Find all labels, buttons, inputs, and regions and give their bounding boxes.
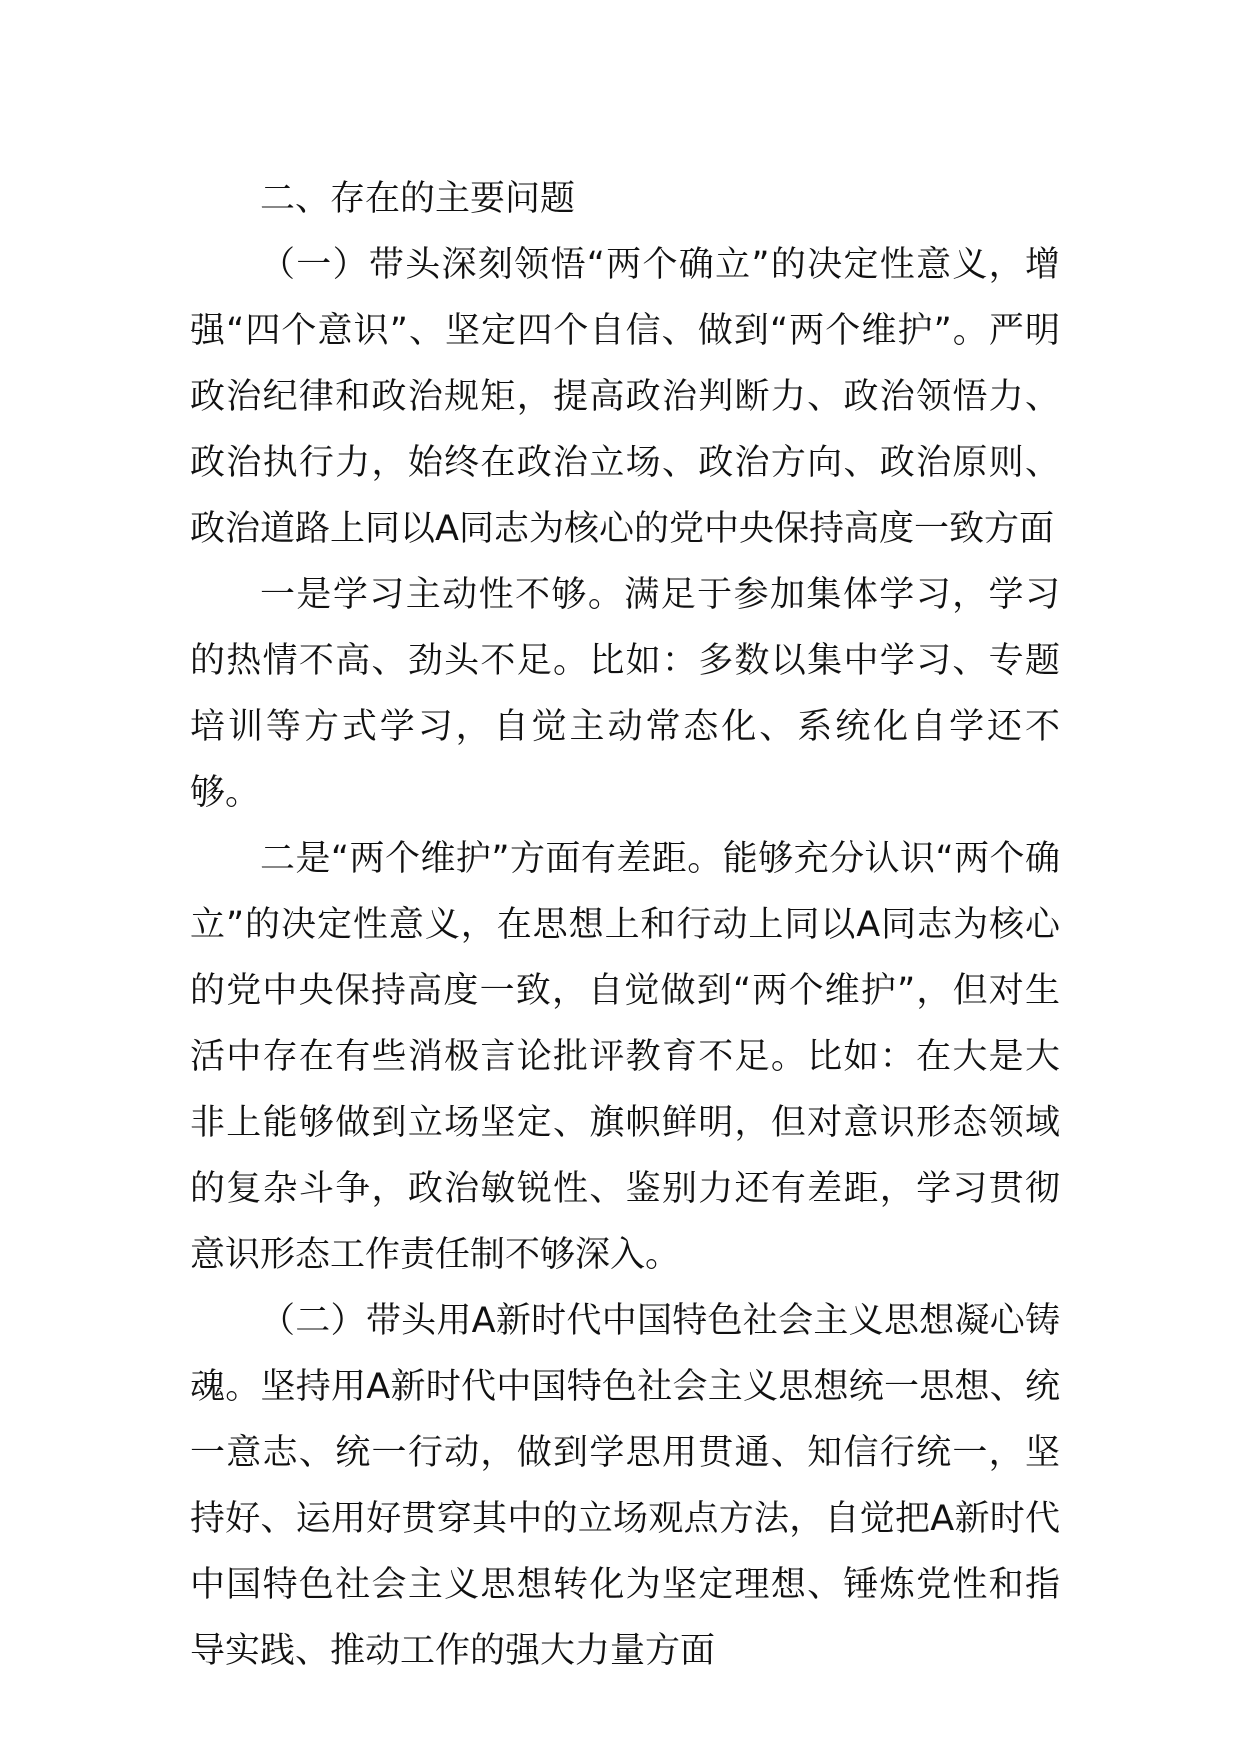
paragraph-item-one-intro: （一）带头深刻领悟“两个确立”的决定性意义，增强“四个意识”、坚定四个自信、做到“两个维护”。严明政治纪律和政治规矩，提高政治判断力、政治领悟力、政治执行力，始终在政治立场、政治方向、政治原则、政治道路上同以A同志为核心的党中央保持高度一致方面 <box>190 245 1061 549</box>
paragraph-issue-two: 二是“两个维护”方面有差距。能够充分认识“两个确立”的决定性意义，在思想上和行动上同以A同志为核心的党中央保持高度一致，自觉做到“两个维护”，但对生活中存在有些消极言论批评教育不足。比如：在大是大非上能够做到立场坚定、旗帜鲜明，但对意识形态领域的复杂斗争，政治敏锐性、鉴别力还有差距，学习贯彻意识形态工作责任制不够深入。 <box>190 839 1060 1275</box>
document-body <box>190 166 1060 1684</box>
paragraph-item-two-intro: （二）带头用A新时代中国特色社会主义思想凝心铸魂。坚持用A新时代中国特色社会主义思想统一思想、统一意志、统一行动，做到学思用贯通、知信行统一，坚持好、运用好贯穿其中的立场观点方法，自觉把A新时代中国特色社会主义思想转化为坚定理想、锤炼党性和指导实践、推动工作的强大力量方面 <box>190 1301 1060 1671</box>
section-heading: 二、存在的主要问题 <box>260 179 576 219</box>
paragraph-issue-one: 一是学习主动性不够。满足于参加集体学习，学习的热情不高、劲头不足。比如：多数以集中学习、专题培训等方式学习，自觉主动常态化、系统化自学还不够。 <box>190 575 1060 813</box>
